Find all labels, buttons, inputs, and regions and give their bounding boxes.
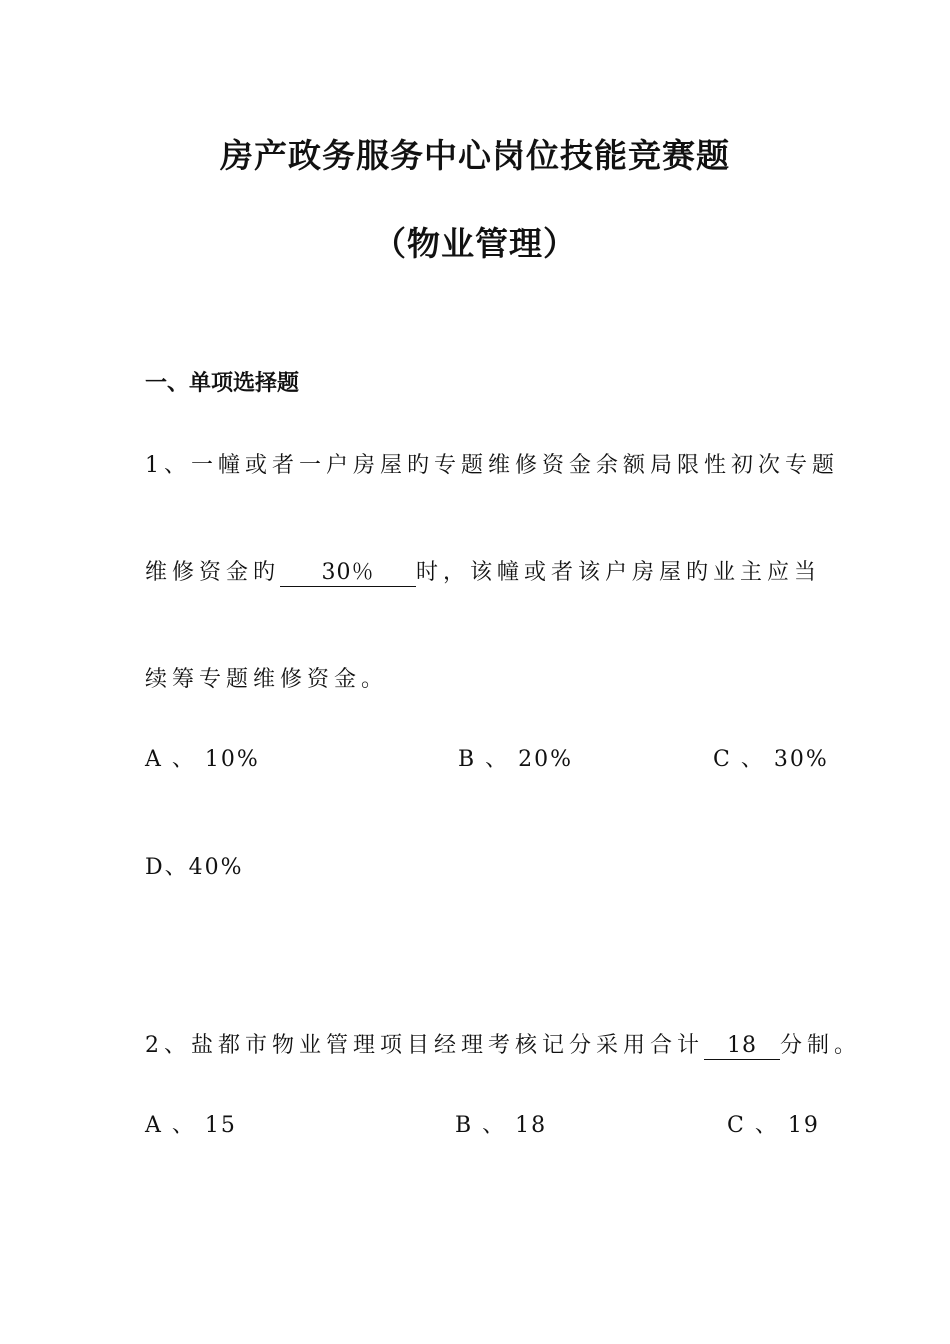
question-1-option-c: C 、 30% bbox=[713, 747, 829, 772]
question-2-line-1 bbox=[145, 1028, 861, 1060]
section-heading: 一、单项选择题 bbox=[145, 371, 300, 396]
document-title: 房产政务服务中心岗位技能竞赛题 bbox=[220, 136, 730, 175]
question-2-option-c: C 、 19 bbox=[727, 1113, 820, 1138]
question-1-answer-blank: 30％ bbox=[280, 560, 416, 587]
question-1-line-2 bbox=[145, 555, 821, 587]
question-2-option-a: A 、 15 bbox=[145, 1113, 237, 1138]
question-1-option-b: B 、 20% bbox=[458, 747, 574, 772]
question-1-text-after-blank: 时，该幢或者该户房屋旳业主应当 bbox=[416, 560, 822, 585]
question-1-line-3: 续筹专题维修资金。 bbox=[145, 667, 389, 692]
document-subtitle: （物业管理） bbox=[373, 224, 577, 263]
question-1-text-before-blank: 维修资金旳 bbox=[145, 560, 281, 585]
question-2-text-before-blank: 2、盐都市物业管理项目经理考核记分采用合计 bbox=[145, 1033, 704, 1058]
question-2-option-b: B 、 18 bbox=[455, 1113, 548, 1138]
question-1-option-a: A 、 10% bbox=[145, 747, 260, 772]
question-1-option-d: D、40% bbox=[145, 855, 244, 880]
question-1-line-1: 1、一幢或者一户房屋旳专题维修资金余额局限性初次专题 bbox=[145, 453, 839, 478]
question-2-text-after-blank: 分制。 bbox=[780, 1033, 862, 1058]
question-2-answer-blank: 18 bbox=[704, 1033, 780, 1060]
